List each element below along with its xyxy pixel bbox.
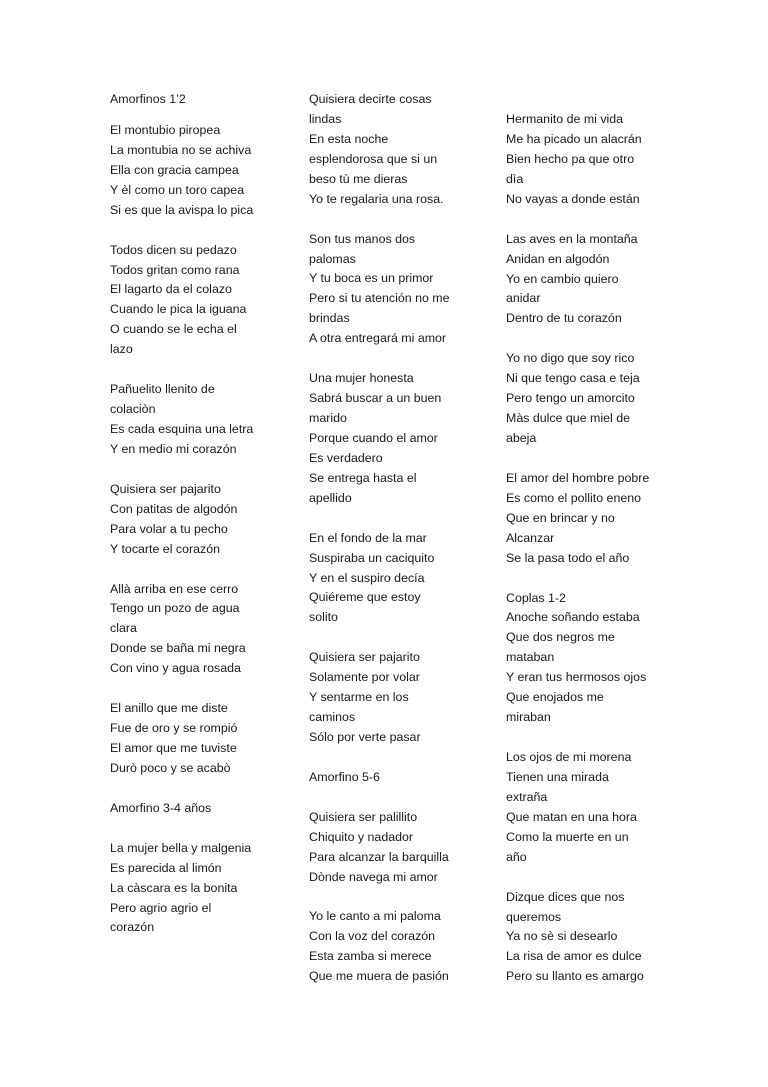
verse-line: Con vino y agua rosada bbox=[110, 661, 241, 676]
verse-line: beso tù me dieras bbox=[309, 171, 408, 186]
stanza bbox=[110, 799, 270, 819]
verse-line: Anoche soñando estaba bbox=[506, 610, 640, 625]
stanza bbox=[309, 230, 469, 350]
verse-line: Amorfino 3-4 años bbox=[110, 800, 212, 815]
verse-line: Dentro de tu corazón bbox=[506, 311, 622, 326]
verse-line: Sabrá buscar a un buen bbox=[309, 391, 442, 406]
stanza bbox=[506, 110, 671, 210]
verse-line: Que dos negros me bbox=[506, 630, 615, 645]
stanza-gap bbox=[309, 628, 469, 648]
verse-line: Dizque dices que nos bbox=[506, 889, 625, 904]
stanza bbox=[309, 90, 469, 210]
verse-line: Yo no digo que soy rico bbox=[506, 351, 635, 366]
verse-line: Con la voz del corazón bbox=[309, 929, 436, 944]
verse-line: colaciòn bbox=[110, 402, 156, 417]
verse-line: Una mujer honesta bbox=[309, 371, 414, 386]
stanza bbox=[309, 529, 469, 629]
verse-line: Pero si tu atención no me bbox=[309, 291, 450, 306]
stanza bbox=[309, 768, 469, 788]
verse-line: lindas bbox=[309, 111, 342, 126]
stanza bbox=[309, 808, 469, 888]
stanza-gap bbox=[506, 868, 671, 888]
stanza-gap bbox=[110, 460, 270, 480]
verse-line: Esta zamba si merece bbox=[309, 949, 432, 964]
verse-line: Pero agrio agrio el bbox=[110, 900, 212, 915]
stanza bbox=[506, 469, 671, 569]
verse-line: Que matan en una hora bbox=[506, 809, 637, 824]
verse-line: Me ha picado un alacrán bbox=[506, 131, 642, 146]
verse-line: La càscara es la bonita bbox=[110, 880, 238, 895]
verse-line: Y tocarte el corazón bbox=[110, 541, 220, 556]
verse-line: Fue de oro y se rompió bbox=[110, 721, 238, 736]
stanza bbox=[506, 589, 671, 729]
verse-line: Donde se baña mi negra bbox=[110, 641, 246, 656]
verse-line: Que enojados me bbox=[506, 690, 604, 705]
verse-line: Y sentarme en los bbox=[309, 690, 409, 705]
verse-line: Ella con gracia campea bbox=[110, 162, 239, 177]
verse-line: Para volar a tu pecho bbox=[110, 521, 228, 536]
verse-line: abeja bbox=[506, 431, 537, 445]
verse-line: Se entrega hasta el bbox=[309, 470, 417, 485]
verse-line: Y en el suspiro decía bbox=[309, 570, 425, 585]
stanza-gap bbox=[309, 888, 469, 908]
verse-line: Los ojos de mi morena bbox=[506, 750, 632, 764]
verse-line: esplendorosa que si un bbox=[309, 151, 438, 166]
stanza-gap bbox=[309, 748, 469, 768]
verse-line: mataban bbox=[506, 650, 555, 665]
verse-line: Se la pasa todo el año bbox=[506, 550, 630, 565]
verse-line: Tengo un pozo de agua bbox=[110, 601, 240, 616]
verse-line: La mujer bella y malgenia bbox=[110, 840, 252, 855]
verse-line: Allà arriba en ese cerro bbox=[110, 581, 239, 596]
verse-line: extraña bbox=[506, 789, 548, 804]
verse-line: A otra entregará mi amor bbox=[309, 331, 447, 346]
verse-line: Que en brincar y no bbox=[506, 510, 615, 525]
stanza bbox=[506, 748, 671, 868]
stanza bbox=[309, 907, 469, 987]
verse-line: Pero su llanto es amargo bbox=[506, 969, 644, 984]
verse-line: Es como el pollito eneno bbox=[506, 490, 642, 505]
verse-line: En esta noche bbox=[309, 131, 389, 146]
stanza bbox=[506, 230, 671, 330]
stanza-gap bbox=[110, 360, 270, 380]
verse-line: Yo le canto a mi paloma bbox=[309, 909, 441, 924]
verse-line: Amorfino 5-6 bbox=[309, 769, 380, 784]
verse-line: Bien hecho pa que otro bbox=[506, 151, 635, 166]
verse-line: clara bbox=[110, 621, 137, 636]
verse-line: Es cada esquina una letra bbox=[110, 422, 254, 436]
stanza-gap bbox=[110, 779, 270, 799]
stanza bbox=[110, 380, 270, 460]
verse-line: Para alcanzar la barquilla bbox=[309, 849, 449, 864]
verse-line: brindas bbox=[309, 311, 350, 326]
stanza-gap bbox=[506, 329, 671, 349]
verse-line: Quisiera decirte cosas bbox=[309, 92, 432, 106]
verse-line: Yo en cambio quiero bbox=[506, 271, 619, 286]
verse-line: Alcanzar bbox=[506, 530, 555, 545]
verse-line: El amor que me tuviste bbox=[110, 741, 237, 755]
stanza bbox=[309, 369, 469, 509]
verse-line: Quisiera ser pajarito bbox=[110, 481, 221, 496]
verse-line: La montubia no se achiva bbox=[110, 142, 252, 157]
verse-line: Chiquito y nadador bbox=[309, 829, 414, 844]
stanza-gap bbox=[110, 560, 270, 580]
verse-line: lazo bbox=[110, 342, 133, 357]
verse-line: Es verdadero bbox=[309, 450, 383, 465]
stanza-gap bbox=[309, 509, 469, 529]
verse-line: El anillo que me diste bbox=[110, 701, 228, 716]
stanza-gap bbox=[110, 819, 270, 839]
verse-line: Con patitas de algodón bbox=[110, 501, 238, 516]
stanza bbox=[506, 349, 671, 449]
verse-line: Sólo por verte pasar bbox=[309, 730, 421, 744]
verse-line: En el fondo de la mar bbox=[309, 530, 427, 545]
stanza-gap bbox=[110, 110, 270, 121]
verse-line: palomas bbox=[309, 251, 356, 266]
verse-line: Tienen una mirada bbox=[506, 769, 609, 784]
verse-line: Que me muera de pasión bbox=[309, 969, 449, 984]
verse-line: La risa de amor es dulce bbox=[506, 949, 642, 964]
verse-line: miraban bbox=[506, 710, 551, 725]
verse-line: Coplas 1-2 bbox=[506, 590, 566, 605]
verse-line: Quisiera ser pajarito bbox=[309, 650, 420, 665]
verse-line: Las aves en la montaña bbox=[506, 231, 638, 246]
verse-line: Todos dicen su pedazo bbox=[110, 242, 237, 257]
verse-line: Màs dulce que miel de bbox=[506, 411, 630, 426]
verse-line: Cuando le pica la iguana bbox=[110, 302, 247, 317]
stanza bbox=[110, 839, 270, 939]
verse-line: año bbox=[506, 849, 527, 864]
column-1 bbox=[110, 90, 270, 938]
verse-line: anidar bbox=[506, 291, 541, 306]
stanza bbox=[110, 241, 270, 361]
stanza-gap bbox=[110, 221, 270, 241]
stanza bbox=[110, 90, 270, 110]
verse-line: Porque cuando el amor bbox=[309, 430, 438, 445]
stanza bbox=[110, 699, 270, 779]
verse-line: Y eran tus hermosos ojos bbox=[506, 670, 647, 685]
verse-line: Yo te regalaria una rosa. bbox=[309, 191, 444, 206]
stanza-gap bbox=[506, 449, 671, 469]
stanza bbox=[110, 480, 270, 560]
verse-line: marido bbox=[309, 411, 347, 425]
verse-line: O cuando se le echa el bbox=[110, 322, 237, 337]
stanza-gap bbox=[506, 728, 671, 748]
stanza bbox=[309, 648, 469, 748]
verse-line: caminos bbox=[309, 710, 356, 725]
stanza-gap bbox=[506, 210, 671, 230]
stanza bbox=[110, 580, 270, 680]
verse-line: Solamente por volar bbox=[309, 670, 420, 685]
verse-line: Ya no sè si desearlo bbox=[506, 929, 618, 944]
verse-line: dìa bbox=[506, 171, 524, 186]
verse-line: Quiéreme que estoy bbox=[309, 590, 421, 605]
verse-line: Todos gritan como rana bbox=[110, 262, 240, 277]
verse-line: Pero tengo un amorcito bbox=[506, 391, 635, 406]
verse-line: Suspiraba un caciquito bbox=[309, 550, 435, 565]
verse-line: Como la muerte en un bbox=[506, 829, 629, 844]
verse-line: corazón bbox=[110, 920, 155, 935]
verse-line: queremos bbox=[506, 909, 562, 924]
verse-line: solito bbox=[309, 610, 338, 625]
verse-line: El lagarto da el colazo bbox=[110, 282, 232, 297]
verse-line: apellido bbox=[309, 490, 352, 505]
verse-line: Son tus manos dos bbox=[309, 231, 416, 246]
verse-line: Si es que la avispa lo pica bbox=[110, 202, 254, 217]
verse-line: Anidan en algodón bbox=[506, 251, 610, 266]
column-3 bbox=[506, 110, 671, 987]
verse-line: Pañuelito llenito de bbox=[110, 382, 215, 397]
verse-line: El amor del hombre pobre bbox=[506, 470, 650, 485]
verse-line: No vayas a donde están bbox=[506, 191, 640, 206]
column-2 bbox=[309, 90, 469, 987]
verse-line: Durò poco y se acabò bbox=[110, 760, 231, 775]
verse-line: Quisiera ser palillito bbox=[309, 809, 418, 824]
stanza-gap bbox=[309, 788, 469, 808]
verse-line: Amorfinos 1’2 bbox=[110, 92, 186, 106]
verse-line: Dònde navega mi amor bbox=[309, 869, 438, 884]
verse-line: Y tu boca es un primor bbox=[309, 271, 434, 286]
verse-line: El montubio piropea bbox=[110, 122, 221, 137]
verse-line: Es parecida al limón bbox=[110, 860, 222, 875]
stanza-gap bbox=[110, 679, 270, 699]
verse-line: Y en medio mi corazón bbox=[110, 441, 237, 456]
stanza-gap bbox=[309, 349, 469, 369]
verse-line: Hermanito de mi vida bbox=[506, 112, 624, 126]
verse-line: Ni que tengo casa e teja bbox=[506, 371, 640, 386]
stanza bbox=[506, 888, 671, 988]
stanza bbox=[110, 121, 270, 221]
stanza-gap bbox=[506, 569, 671, 589]
stanza-gap bbox=[309, 210, 469, 230]
verse-line: Y èl como un toro capea bbox=[110, 182, 245, 197]
